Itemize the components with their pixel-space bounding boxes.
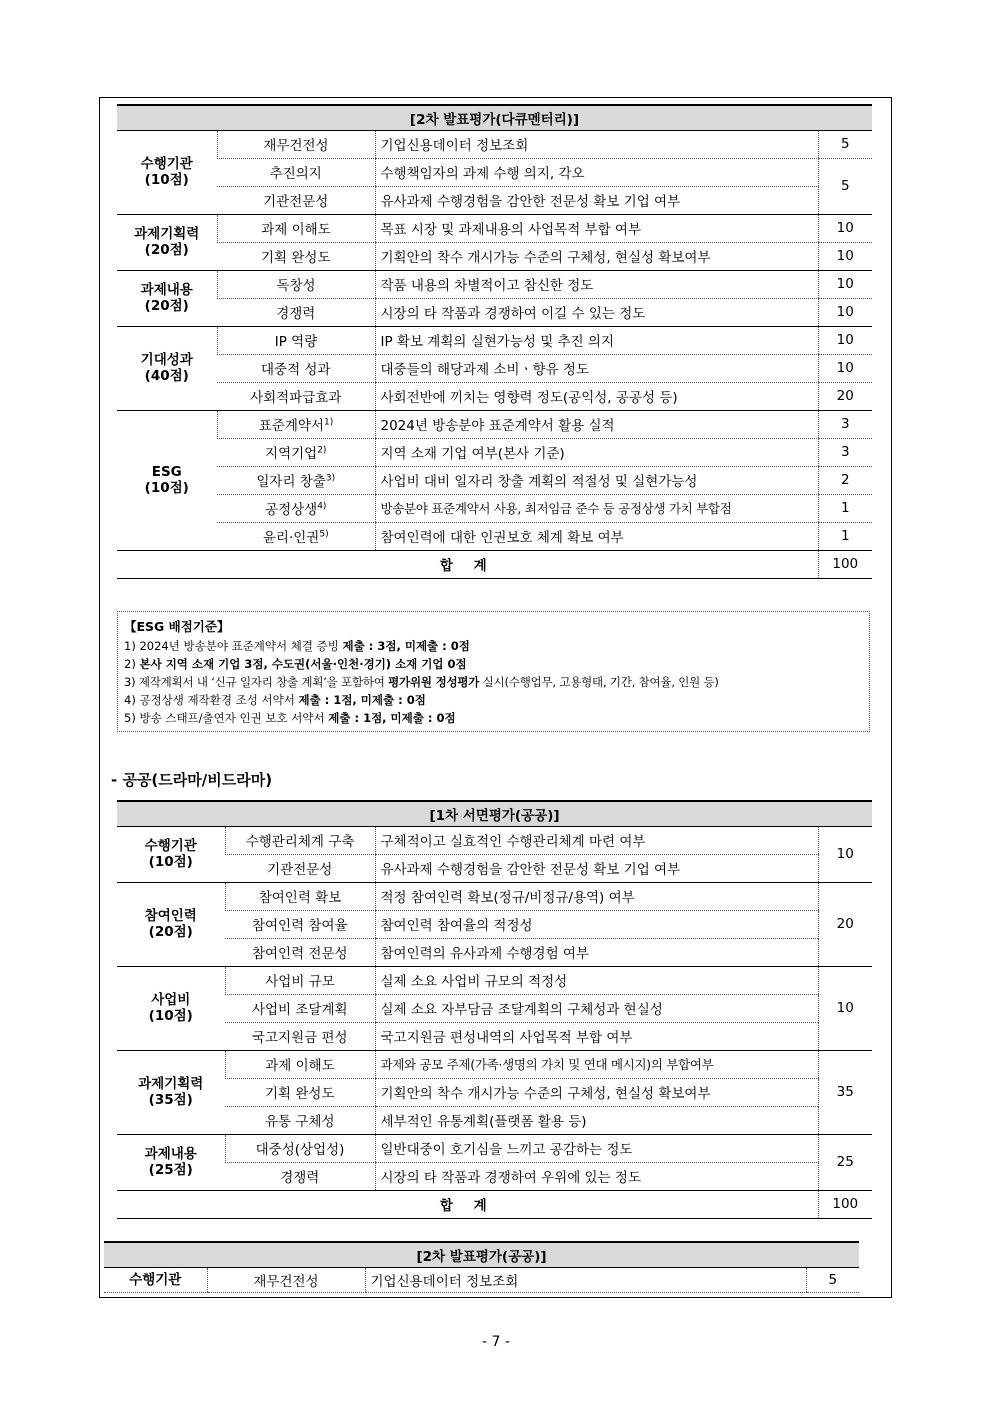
table-header: [2차 발표평가(공공)] <box>104 1242 859 1267</box>
score-cell: 35 <box>818 1050 872 1134</box>
table-row <box>117 910 872 938</box>
item-cell: 지역기업$^{2)}$ <box>217 438 375 466</box>
table-row <box>117 410 872 438</box>
item-cell: 사회적파급효과 <box>217 382 375 410</box>
item-cell: 기획 완성도 <box>225 1078 375 1106</box>
category-cell: 과제내용 (20점) <box>117 270 217 326</box>
table-row <box>117 1078 872 1106</box>
esg-note-line: 2) 본사 지역 소재 기업 3점, 수도권(서울·인천·경기) 소재 기업 0점 <box>124 657 467 671</box>
esg-note-line: 1) 2024년 방송분야 표준계약서 체결 증빙 제출 : 3점, 미제출 : 0점 <box>124 639 470 653</box>
category-cell: 과제내용 (25점) <box>117 1134 225 1190</box>
score-cell: 10 <box>818 242 872 270</box>
desc-cell: 지역 소재 기업 여부(본사 기준) <box>375 438 818 466</box>
desc-cell: 수행책임자의 과제 수행 의지, 각오 <box>375 158 818 186</box>
section-title: - 공공(드라마/비드라마) <box>111 771 273 789</box>
category-cell: 수행기관 <box>104 1267 207 1292</box>
table-row <box>117 382 872 410</box>
item-cell: 과제 이해도 <box>217 214 375 242</box>
score-cell: 5 <box>818 158 872 214</box>
total-label: 합 계 <box>117 550 818 578</box>
category-cell: 사업비 (10점) <box>117 966 225 1050</box>
page-number: - 7 - <box>482 1334 510 1350</box>
esg-note-line: 4) 공정상생 제작환경 조성 서약서 제출 : 1점, 미제출 : 0점 <box>124 693 426 707</box>
category-cell: 참여인력 (20점) <box>117 882 225 966</box>
table-row <box>117 994 872 1022</box>
category-cell: 수행기관 (10점) <box>117 130 217 214</box>
total-score: 100 <box>818 550 872 578</box>
item-cell: 윤리·인권$^{5)}$ <box>217 522 375 550</box>
total-row <box>117 550 872 578</box>
item-cell: 표준계약서$^{1)}$ <box>217 410 375 438</box>
score-cell: 2 <box>818 466 872 494</box>
score-cell: 10 <box>818 826 872 882</box>
table-row <box>117 938 872 966</box>
item-cell: 참여인력 참여율 <box>225 910 375 938</box>
score-cell: 10 <box>818 354 872 382</box>
table-row <box>117 854 872 882</box>
score-cell: 10 <box>818 214 872 242</box>
desc-cell: 국고지원금 편성내역의 사업목적 부합 여부 <box>375 1022 818 1050</box>
item-cell: 기관전문성 <box>225 854 375 882</box>
score-cell: 1 <box>818 494 872 522</box>
esg-note-title: 【ESG 배점기준】 <box>124 619 230 634</box>
public-written-eval-table <box>117 800 872 1219</box>
table-row <box>117 298 872 326</box>
table-row <box>117 354 872 382</box>
documentary-presentation-eval-table <box>117 104 872 579</box>
desc-cell: 참여인력의 유사과제 수행경험 여부 <box>375 938 818 966</box>
desc-cell: 대중들의 해당과제 소비ㆍ향유 정도 <box>375 354 818 382</box>
table-row <box>117 1134 872 1162</box>
desc-cell: 목표 시장 및 과제내용의 사업목적 부합 여부 <box>375 214 818 242</box>
table-header-row <box>117 105 872 130</box>
desc-cell: 기획안의 착수 개시가능 수준의 구체성, 현실성 확보여부 <box>375 1078 818 1106</box>
item-cell: 재무건전성 <box>217 130 375 158</box>
table-header: [1차 서면평가(공공)] <box>117 801 872 826</box>
table-row <box>117 158 872 186</box>
desc-cell: IP 확보 계획의 실현가능성 및 추진 의지 <box>375 326 818 354</box>
desc-cell: 작품 내용의 차별적이고 참신한 정도 <box>375 270 818 298</box>
desc-cell: 참여인력 참여율의 적정성 <box>375 910 818 938</box>
item-cell: 일자리 창출$^{3)}$ <box>217 466 375 494</box>
score-cell: 5 <box>806 1267 859 1292</box>
item-cell: 재무건전성 <box>207 1267 365 1292</box>
score-cell: 20 <box>818 382 872 410</box>
desc-cell: 시장의 타 작품과 경쟁하여 이길 수 있는 정도 <box>375 298 818 326</box>
desc-cell: 일반대중이 호기심을 느끼고 공감하는 정도 <box>375 1134 818 1162</box>
table-row <box>117 494 872 522</box>
category-cell: 과제기획력 (20점) <box>117 214 217 270</box>
table-header-row <box>117 801 872 826</box>
score-cell: 25 <box>818 1134 872 1190</box>
table-row <box>117 882 872 910</box>
table-row <box>117 1022 872 1050</box>
esg-note-line: 5) 방송 스태프/출연자 인권 보호 서약서 제출 : 1점, 미제출 : 0점 <box>124 711 456 725</box>
table-row <box>117 130 872 158</box>
category-cell: 과제기획력 (35점) <box>117 1050 225 1134</box>
table-row <box>117 242 872 270</box>
category-cell: 기대성과 (40점) <box>117 326 217 410</box>
desc-cell: 세부적인 유통계획(플랫폼 활용 등) <box>375 1106 818 1134</box>
item-cell: 참여인력 전문성 <box>225 938 375 966</box>
desc-cell: 시장의 타 작품과 경쟁하여 우위에 있는 정도 <box>375 1162 818 1190</box>
category-cell: ESG (10점) <box>117 410 217 550</box>
table-row <box>104 1267 859 1292</box>
item-cell: 공정상생$^{4)}$ <box>217 494 375 522</box>
total-label: 합 계 <box>117 1190 818 1218</box>
item-cell: 경쟁력 <box>217 298 375 326</box>
score-cell: 1 <box>818 522 872 550</box>
desc-cell: 사업비 대비 일자리 창출 계획의 적절성 및 실현가능성 <box>375 466 818 494</box>
esg-note-line: 3) 제작계획서 내 ‘신규 일자리 창출 계획’을 포함하여 평가위원 정성평가 실시(수행업무, 고용형태, 기간, 참여율, 인원 등) <box>124 675 719 689</box>
score-cell: 5 <box>818 130 872 158</box>
desc-cell: 기업신용데이터 정보조회 <box>365 1267 806 1292</box>
table-row <box>117 1106 872 1134</box>
item-cell: IP 역량 <box>217 326 375 354</box>
item-cell: 기획 완성도 <box>217 242 375 270</box>
score-cell: 3 <box>818 410 872 438</box>
desc-cell: 2024년 방송분야 표준계약서 활용 실적 <box>375 410 818 438</box>
table-row <box>117 466 872 494</box>
table-row <box>117 270 872 298</box>
desc-cell: 사회전반에 끼치는 영향력 정도(공익성, 공공성 등) <box>375 382 818 410</box>
desc-cell: 과제와 공모 주제(가족·생명의 가치 및 연대 메시지)의 부합여부 <box>375 1050 818 1078</box>
desc-cell: 실제 소요 사업비 규모의 적정성 <box>375 966 818 994</box>
item-cell: 사업비 조달계획 <box>225 994 375 1022</box>
desc-cell: 구체적이고 실효적인 수행관리체계 마련 여부 <box>375 826 818 854</box>
score-cell: 10 <box>818 966 872 1050</box>
desc-cell: 적정 참여인력 확보(정규/비정규/용역) 여부 <box>375 882 818 910</box>
table-row <box>117 966 872 994</box>
table-row <box>117 522 872 550</box>
table-row <box>117 326 872 354</box>
score-cell: 10 <box>818 326 872 354</box>
item-cell: 과제 이해도 <box>225 1050 375 1078</box>
item-cell: 사업비 규모 <box>225 966 375 994</box>
public-presentation-eval-table <box>104 1241 859 1293</box>
desc-cell: 기업신용데이터 정보조회 <box>375 130 818 158</box>
desc-cell: 유사과제 수행경험을 감안한 전문성 확보 기업 여부 <box>375 186 818 214</box>
total-row <box>117 1190 872 1218</box>
item-cell: 독창성 <box>217 270 375 298</box>
esg-scoring-note <box>117 611 870 732</box>
desc-cell: 방송분야 표준계약서 사용, 최저임금 준수 등 공정상생 가치 부합점 <box>375 494 818 522</box>
item-cell: 대중성(상업성) <box>225 1134 375 1162</box>
desc-cell: 참여인력에 대한 인권보호 체계 확보 여부 <box>375 522 818 550</box>
total-score: 100 <box>818 1190 872 1218</box>
item-cell: 경쟁력 <box>225 1162 375 1190</box>
score-cell: 10 <box>818 298 872 326</box>
item-cell: 국고지원금 편성 <box>225 1022 375 1050</box>
table-header: [2차 발표평가(다큐멘터리)] <box>117 105 872 130</box>
table-row <box>117 186 872 214</box>
table-row <box>117 438 872 466</box>
category-cell: 수행기관 (10점) <box>117 826 225 882</box>
item-cell: 추진의지 <box>217 158 375 186</box>
item-cell: 대중적 성과 <box>217 354 375 382</box>
item-cell: 기관전문성 <box>217 186 375 214</box>
item-cell: 참여인력 확보 <box>225 882 375 910</box>
score-cell: 20 <box>818 882 872 966</box>
item-cell: 수행관리체계 구축 <box>225 826 375 854</box>
table-row <box>117 214 872 242</box>
table-row <box>117 1050 872 1078</box>
table-row <box>117 826 872 854</box>
desc-cell: 유사과제 수행경험을 감안한 전문성 확보 기업 여부 <box>375 854 818 882</box>
desc-cell: 기획안의 착수 개시가능 수준의 구체성, 현실성 확보여부 <box>375 242 818 270</box>
score-cell: 10 <box>818 270 872 298</box>
desc-cell: 실제 소요 자부담금 조달계획의 구체성과 현실성 <box>375 994 818 1022</box>
table-row <box>117 1162 872 1190</box>
table-header-row <box>104 1242 859 1267</box>
item-cell: 유통 구체성 <box>225 1106 375 1134</box>
score-cell: 3 <box>818 438 872 466</box>
